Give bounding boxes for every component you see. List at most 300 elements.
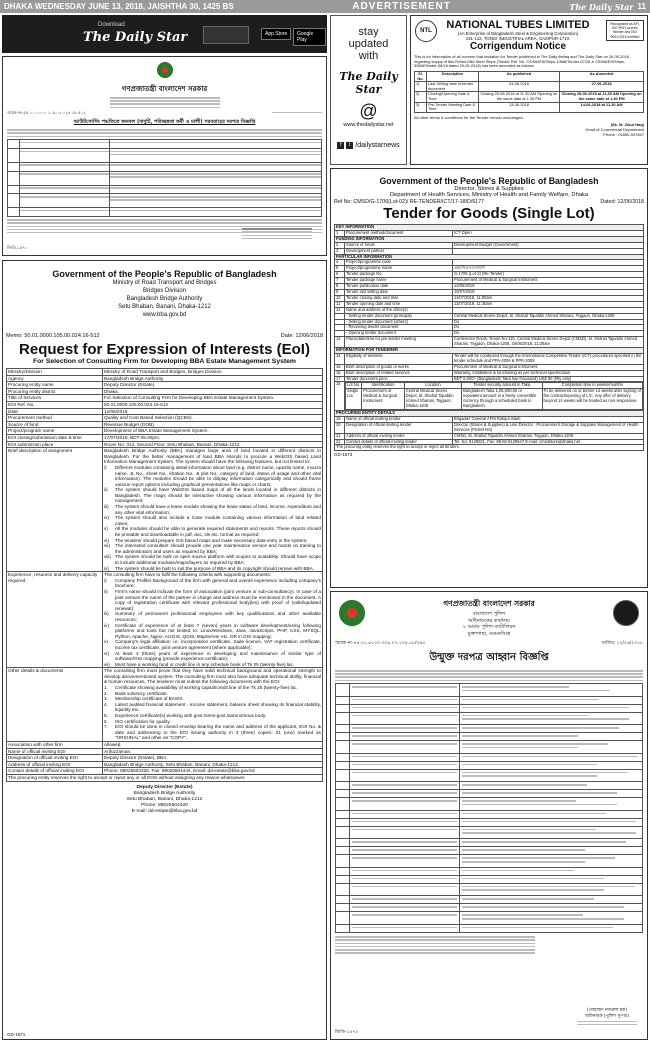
eoi-list-marker: vi): [104, 650, 109, 656]
notice2-row: [336, 782, 643, 790]
tender-label: Project/programme name: [345, 266, 453, 272]
notice2-line: [352, 715, 457, 717]
notice2-row: [336, 912, 643, 924]
tender-value: Procurement of Medical & Surgical Instrument: [453, 364, 644, 370]
tender-value: Central Medical Stores Depot, 6l, Shahid Tajuddin Ahmed Sharani, Tejgaon, Dhaka-1208: [453, 313, 644, 319]
notice2-cell: [350, 810, 460, 818]
at-icon: @: [359, 101, 378, 121]
notice2-row: [336, 704, 643, 712]
notice2-cell: [350, 867, 460, 875]
stay-line1: stay: [358, 26, 379, 38]
notice2-line: [352, 707, 457, 709]
eoi-row: [7, 401, 323, 408]
eoi-list-marker: iii): [104, 504, 109, 510]
notice2-cell: [460, 855, 643, 867]
eoi-row: [7, 428, 323, 435]
eoi-list-text: The tenderer should prepare GIS based maps and make necessary data entry in the system;: [115, 537, 308, 543]
tender-sl: 21: [335, 433, 345, 439]
tender-sl: 19: [335, 416, 345, 422]
notice2-row: [336, 810, 643, 818]
stay-url-link[interactable]: www.thedailystar.net: [343, 122, 394, 128]
twitter-icon[interactable]: t: [346, 142, 353, 149]
eoi-intro: The consulting firm must prove that they have solid technical background and operational strength to develop abovementioned system. The consulting firm must also have adequate technical ability, financial & human resources. The tenderer must submit the following documents with the EOI:: [104, 668, 321, 685]
notice2-cell: [336, 855, 350, 867]
notice2-row: [336, 924, 643, 932]
notice2-cell: [336, 712, 350, 724]
eoi-list-item: [104, 526, 321, 537]
notice2-table: [335, 683, 643, 933]
eoi-subtitle: For Selection of Consulting Firm for Developing BBA Estate Management System: [33, 358, 296, 365]
notice2-cell: [350, 896, 460, 904]
notice2-line: [352, 686, 457, 688]
notice2-cell: [460, 733, 643, 741]
eoi-label: EOI submission place: [7, 441, 103, 448]
eoi-list-marker: 3.: [104, 696, 108, 702]
eoi-label: Project/program name: [7, 428, 103, 435]
tender-sl: 17: [335, 376, 345, 382]
notice2-line: [462, 804, 617, 806]
notice2-cell: [350, 826, 460, 838]
notice2-line: [352, 756, 457, 758]
notice2-line: [462, 699, 599, 701]
ntl-row: [415, 92, 644, 102]
ntl-sign-name: (Sk. M. Ziaul Haq): [610, 121, 644, 127]
notice2-cell: [350, 761, 460, 769]
eoi-row: [7, 375, 323, 382]
notice2-row: [336, 818, 643, 826]
eoi-list-item: [104, 639, 321, 650]
notice2-line: [462, 861, 585, 863]
eoi-list-item: [104, 724, 321, 741]
tender-sl: 14: [335, 353, 345, 364]
notice1-footer-id: জিডি-১৫৭০: [7, 245, 28, 250]
notice2-row: [336, 839, 643, 847]
eoi-list-item: [104, 589, 321, 611]
eoi-intro: The consulting firm have to fulfil the following criteria with supporting documents:: [104, 572, 272, 578]
ntl-col-header: Sl. No.: [415, 72, 427, 82]
eoi-label: EOI Ref. No.: [7, 401, 103, 408]
notice2-cell: [336, 826, 350, 838]
notice2-row: [336, 867, 643, 875]
tender-value: 13/06/2018: [453, 284, 644, 290]
notice2-line: [462, 690, 610, 692]
notice2-row: [336, 826, 643, 838]
eoi-sign-line: E-mail: dd-estate@bba.gov.bd: [131, 808, 198, 814]
tender-lot-table: [345, 382, 643, 410]
tender-sl: 10: [335, 295, 345, 301]
tender-date: Dated: 12/06/2018: [600, 199, 644, 205]
notice2-line: [352, 870, 457, 872]
notice2-line: [462, 832, 636, 834]
eoi-value: Deputy Director (Estate), BBA.: [103, 755, 323, 762]
notice2-cell: [460, 826, 643, 838]
tender-label: - Selling tender document (others): [345, 319, 453, 325]
eoi-list-item: [104, 651, 321, 662]
notice2-line: [352, 743, 457, 745]
notice2-line: [352, 735, 457, 737]
eoi-list-text: Experience certificate(s) working with govt./semi-govt./autonomous body.: [115, 713, 267, 719]
eoi-value: 12/06/2018: [103, 408, 323, 415]
police-badge-icon: [613, 600, 639, 626]
page-header-bar: [0, 0, 650, 13]
ntl-cell: 24-06-2018: [478, 82, 559, 92]
eoi-list-marker: i): [104, 464, 107, 470]
notice2-line: [352, 849, 457, 851]
notice2-row: [336, 696, 643, 704]
notice2-line: [352, 927, 457, 929]
notice2-cell: [336, 769, 350, 781]
notice2-sub2: অধিনায়কের কার্যালয়: [468, 617, 510, 624]
tender-value: Procurement of Medical & Surgical Instrument: [453, 278, 644, 284]
notice2-line: [462, 889, 604, 891]
tender-lot-value: Bangladesh Taka 1,05,000.00 or equivalent amount in a freely convertible currency through a scheduled bank in Bangladesh.: [462, 389, 542, 410]
eoi-experience-row: [7, 572, 323, 668]
notice2-cell: [350, 696, 460, 704]
eoi-value: Deputy Director (Estate).: [103, 382, 323, 389]
notice2-line: [462, 772, 628, 774]
eoi-date: Date: 12/06/2018: [280, 333, 323, 339]
notice1-table: [7, 139, 322, 217]
tender-label: - Opening tender document: [345, 331, 453, 337]
eoi-label: Designation of official inviting EOI: [7, 755, 103, 762]
govt-seal-left-icon: [339, 600, 365, 631]
notice2-line: [462, 792, 617, 794]
eoi-list-text: Firm's name should indicate the form of association (joint venture or sub-consultancy). In case of a joint venture the name of the partner in charge and address must be mentioned in the document. A copy of registration certificate with relevant professional body(ies) with proof of (valid/updated renewal);: [115, 588, 321, 611]
eoi-list-text: ISO certification for quality.: [115, 718, 171, 724]
notice2-cell: [350, 912, 460, 924]
notice2-header: গণপ্রজাতন্ত্রী বাংলাদেশ সরকার: [443, 599, 535, 608]
tender-label: - Receiving tender document: [345, 325, 453, 331]
notice2-sign1: (মোহাম্মদ নজরুল হক): [586, 1008, 628, 1014]
notice2-cell: [460, 875, 643, 883]
ntl-cell: Closing 25-06-2018 at 11.30 AM Opening on the same date at 1.30 PM: [478, 92, 559, 102]
tender-section-head: PARTICULAR INFORMATION: [335, 254, 644, 260]
notice2-line: [462, 715, 588, 717]
tender-lot-col: Tender security amount in Taka: [462, 383, 542, 389]
page-dateline: DHAKA WEDNESDAY JUNE 13, 2018, JAISHTHA 30, 1425 BS: [4, 2, 234, 11]
tender-sl: 20: [335, 422, 345, 433]
tender-table: [334, 224, 644, 445]
download-brand: The Daily Star: [83, 30, 188, 45]
eoi-list-item: [104, 662, 321, 668]
ntl-title: Corrigendum Notice: [469, 41, 567, 52]
eoi-list-marker: iv): [104, 515, 109, 521]
notice2-cell: [336, 684, 350, 696]
stay-social-handle: /dailystarnews: [355, 142, 400, 149]
eoi-value: Arifuzzaman.: [103, 748, 323, 755]
notice2-row: [336, 725, 643, 733]
eoi-row: [7, 369, 323, 376]
notice2-line: [462, 918, 624, 920]
notice1-title: আউটসোর্সিং পদ্ধতিতে জনবল (বাবুর্চি, পরিচ্ছন্নতা কর্মী ও মালী) সরবরাহের দরপত্র বিজ্ঞপ্তি: [73, 119, 256, 126]
notice2-line: [462, 718, 629, 720]
eoi-row: [7, 441, 323, 448]
tender-label: Development partner: [345, 248, 453, 254]
eoi-label: Brief description of assignment: [7, 448, 103, 572]
notice2-cell: [350, 704, 460, 712]
eoi-list-text: At least 3 (three) years of experience in developing and maintenance of similar type of software/GIS mapping (provide experience certificate);: [115, 650, 321, 662]
notice2-cell: [336, 741, 350, 753]
tender-sl: 5: [335, 266, 345, 272]
tender-lot-col: Completion time in weeks/months: [542, 383, 642, 389]
eoi-label: EOI closing/submission date & time: [7, 434, 103, 441]
eoi-list-marker: 7.: [104, 724, 108, 730]
tender-lot-row: [335, 382, 644, 411]
eoi-website-link[interactable]: www.bba.gov.bd: [142, 312, 187, 318]
notice2-line: [462, 764, 597, 766]
tender-value: 10/07/2018: [453, 289, 644, 295]
notice2-cell: [460, 684, 643, 696]
eoi-list-item: [104, 465, 321, 487]
ntl-cell: 13-06-2018: [478, 102, 559, 112]
eoi-list-text: Company Profile/ Background of the firm with general and overall experience including company's brochure;: [115, 577, 321, 589]
notice2-line: [462, 775, 597, 777]
notice2-line: [352, 813, 457, 815]
notice2-line: [352, 829, 457, 831]
eoi-value: Allowed.: [103, 742, 323, 749]
google-play-badge[interactable]: Google Play: [293, 28, 326, 46]
eoi-list-marker: ii): [104, 588, 108, 594]
tender-sl: 22: [335, 439, 345, 445]
ntl-sub1: (An Enterprise of Bangladesh Steel & Engineering Corporation): [457, 31, 579, 36]
tender-value: Conference Room, Room No-115, Central Medical Stores Depot (CMSD), 6l, Shahid Tajuddin Ahmed Sharani, Tejgaon, Dhaka-1208, 26/06/2018, 11:30am: [453, 337, 644, 348]
notice2-cell: [350, 875, 460, 883]
eoi-row: [7, 768, 323, 775]
eoi-list-text: The system should have WebGIS based maps of all the lands located in different districts in Bangladesh. The maps should be interactive showing various information as required by the management;: [115, 487, 321, 504]
tender-value: Do: [453, 319, 644, 325]
notice2-line: [352, 727, 457, 729]
notice2-cell: [336, 904, 350, 912]
notice2-cell: [350, 712, 460, 724]
facebook-icon[interactable]: f: [337, 142, 344, 149]
tender-label: Tender opening date and time: [345, 301, 453, 307]
eoi-value: Room No. 314, Second Floor, Setu Bhaban, Banani, Dhaka-1212.: [103, 441, 323, 448]
ntl-row: [415, 102, 644, 112]
eoi-row: [7, 408, 323, 415]
eoi-list-text: Certificate of experience of at least 7 (seven) years in software development/using following platforms and tools but not limited to: Linux/Windows, Java, JavaScripts, PHP, CSS, MYSQL, Python, Apache, Nginx, ArcGIS, QGIS, MapServer etc. OR in GIS mapping;: [115, 622, 321, 639]
notice2-line: [462, 747, 578, 749]
notice2-sub3: ২ আর্মড পুলিশ ব্যাটালিয়ন: [462, 624, 516, 630]
tender-label: Tender document price: [345, 376, 453, 382]
tender-row: [335, 422, 644, 433]
eoi-value: Development of BBA Estate Management System.: [103, 428, 323, 435]
notice2-cell: [460, 818, 643, 826]
page-number: 11: [637, 2, 646, 11]
eoi-list-marker: 2.: [104, 690, 108, 696]
tender-label: Place/date/time for pre-tender meeting: [345, 337, 453, 348]
tender-section-head: PROCURING ENTITY DETAILS: [335, 411, 644, 417]
notice2-cell: [350, 769, 460, 781]
eoi-list-text: The system should have a lease module showing the lease status of land, income, expenditure and any other vital information;: [115, 504, 321, 515]
notice2-cell: [460, 912, 643, 924]
notice2-cell: [336, 867, 350, 875]
tender-lot-value: To be delivered on or before 14 weeks after signing of the contract/opening of L/C. Any offer of delivery beyond 14 weeks will be treated as non-responsive.: [542, 389, 642, 410]
notice2-row: [336, 847, 643, 855]
app-store-badge[interactable]: App Store: [261, 28, 291, 40]
eoi-row: [7, 388, 323, 395]
eoi-authority: Bangladesh Bridge Authority: [126, 296, 203, 302]
notice2-line: [352, 772, 457, 774]
eoi-label: Title of Services: [7, 395, 103, 402]
tender-sl: 16: [335, 370, 345, 376]
eoi-label: Date: [7, 408, 103, 415]
notice2-cell: [336, 847, 350, 855]
eoi-list-marker: v): [104, 639, 108, 645]
notice2-row: [336, 883, 643, 895]
notice2-line: [462, 707, 629, 709]
eoi-value: Bangladesh Bridge Authority, Setu Bhaban, Banani, Dhaka-1212.: [103, 761, 323, 768]
eoi-row: [7, 382, 323, 389]
eoi-list-marker: 6.: [104, 718, 108, 724]
eoi-value: Phone: 88025504320, Fax: 88025504444, Email: dd-estate@bba.gov.bd: [103, 768, 323, 775]
eoi-list-text: Different modules containing detail information about land (e.g. district name, upazila name, mouza name, JL No., sheet No., khatian No., & plot No., category of land, status of usage and other vital information). The modules should be able to display information categorically and should frame various report options including graphical presentations like maps or charts;: [115, 464, 321, 487]
notice2-cell: [350, 798, 460, 810]
stay-line3: with: [358, 50, 379, 62]
eoi-list-item: [104, 578, 321, 589]
eoi-value: Revenue Budget (GOB).: [103, 421, 323, 428]
tender-label: Brief description of related services: [345, 370, 453, 376]
notice2-cell: [460, 790, 643, 798]
notice2-line: [462, 743, 608, 745]
notice2-cell: [460, 712, 643, 724]
eoi-label: Address of official inviting EOI: [7, 761, 103, 768]
eoi-sign-line: Deputy Director (Estate): [136, 784, 193, 790]
tender-label: Brief description of goods or works: [345, 364, 453, 370]
eoi-row: [7, 434, 323, 441]
notice2-cell: [460, 704, 643, 712]
eoi-list-text: Latest audited financial statement - income statement, balance sheet showing its financial stability, liquidity etc.: [115, 701, 321, 713]
notice2-row: [336, 855, 643, 867]
tender-sl: 8: [335, 284, 345, 290]
eoi-list-marker: vii): [104, 661, 110, 667]
notice2-cell: [350, 725, 460, 733]
tender-label: Contact details of official inviting tender: [345, 439, 453, 445]
govt-seal-icon: [157, 62, 173, 78]
tender-sl: 11: [335, 301, 345, 307]
eoi-list-marker: i): [104, 577, 107, 583]
notice2-date: তারিখঃ ১২/০৬/২০১৮: [601, 641, 643, 646]
eoi-list-marker: iv): [104, 622, 109, 628]
ntl-cell: Last Selling date of tender document: [427, 82, 479, 92]
eoi-list-item: [104, 515, 321, 526]
ntl-sub2: 131-142, TONGI INDUSTRIAL AREA, GAZIPUR-1710.: [465, 36, 571, 41]
notice2-row: [336, 896, 643, 904]
tender-lot-col: Location: [404, 383, 461, 389]
notice2-cell: [336, 790, 350, 798]
eoi-list-text: Summary of permanent professional employees with key qualifications and other available resources;: [115, 611, 321, 622]
notice2-line: [462, 914, 583, 916]
tender-lot-col: Lot No.: [347, 382, 361, 388]
tender-sl: 7: [335, 278, 345, 284]
notice2-line: [462, 686, 569, 688]
tender-value: Do: [453, 325, 644, 331]
eoi-list-item: [104, 623, 321, 640]
eoi-list-text: Must have a working fund or credit line in any schedule bank of Tk 25 (twenty-five) lac.: [115, 661, 295, 667]
tender-value: 11/07/2018, 11:30am: [453, 301, 644, 307]
stay-brand: The Daily Star: [339, 70, 398, 96]
notice2-row: [336, 904, 643, 912]
ntl-cell: Closing 28-06-2018 at 11.30 AM Opening on the same date at 1.30 PM: [561, 91, 642, 102]
ntl-cell: 3): [415, 102, 427, 112]
eoi-list-item: [104, 554, 321, 565]
notice2-row: [336, 741, 643, 753]
eoi-address: Setu Bhaban, Banani, Dhaka-1212: [118, 304, 211, 310]
download-app-banner[interactable]: [2, 15, 327, 53]
notice2-cell: [336, 696, 350, 704]
notice2-cell: [336, 753, 350, 761]
notice2-line: [462, 841, 626, 843]
eoi-list-marker: 5.: [104, 713, 108, 719]
eoi-list-marker: ii): [104, 487, 108, 493]
tender-sl: 13: [335, 337, 345, 348]
notice1-header: গণপ্রজাতন্ত্রী বাংলাদেশ সরকার: [121, 85, 208, 93]
page-header-right: [569, 2, 646, 12]
notice2-row: [336, 684, 643, 696]
notice2-cell: [460, 725, 643, 733]
notice2-line: [352, 792, 457, 794]
notice2-cell: [460, 769, 643, 781]
tender-sl: 18: [335, 382, 345, 411]
ntl-intro: This is for information of all concern that invitation for Tender published in The Daily Ittefaq and The Daily Star on 16-05-2018 regarding supply of 8ks Rolled Mild Steel Strips (Tender Ref. No. CS/Mk/ES/Strips-1/968/Tender-07/18 & CS/Mk/ES/Strips-3/968/Tender-08/18 dated 29-05-2018) has been amended as follows:: [414, 54, 629, 69]
notice2-line: [462, 784, 587, 786]
eoi-label: Procurement method: [7, 415, 103, 422]
notice2-cell: [336, 924, 350, 932]
eoi-value: Quality and Cost Based Selection (QCBS).: [103, 415, 323, 422]
tender-row: [335, 353, 644, 364]
eoi-list-marker: 1.: [104, 685, 108, 691]
tender-label: Tender closing date and time: [345, 295, 453, 301]
eoi-memo: Memo: 50.01.0000.105.00.024.16-512: [6, 333, 100, 339]
notice2-sign2: অধিনায়ক (পুলিশ সুপার): [584, 1013, 630, 1019]
notice2-line: [462, 857, 615, 859]
notice2-row: [336, 790, 643, 798]
eoi-label: Experience, resource and delivery capacity required: [7, 572, 103, 668]
tender-section-head: FUNDING INFORMATION: [335, 236, 644, 242]
notice2-cell: [336, 733, 350, 741]
notice2-row: [336, 753, 643, 761]
notice2-ref: স্মারক নং-৪৪.০১.৬১০০.৩০৯.০৭.১০৯.১৮/৩৯৫: [335, 641, 426, 646]
tender-label: Tender last selling date: [345, 289, 453, 295]
eoi-label: Contact details of official inviting EOI: [7, 768, 103, 775]
notice2-cell: [460, 867, 643, 875]
notice2-cell: [350, 782, 460, 790]
notice2-cell: [460, 810, 643, 818]
notice2-cell: [460, 847, 643, 855]
notice2-line: [352, 906, 457, 908]
eoi-list-item: [104, 566, 321, 572]
notice2-line: [352, 914, 457, 916]
national-tubes-corrigendum: [410, 15, 648, 165]
tender-label: Tender publication date: [345, 284, 453, 290]
notice2-cell: [336, 896, 350, 904]
eoi-list-marker: 4.: [104, 701, 108, 707]
ntl-sign-title: Head of Commercial Department: [585, 126, 644, 132]
eoi-value: 50.01.0000.105.00.024.16-512: [103, 401, 323, 408]
tender-sl: 3: [335, 248, 345, 254]
bangla-tender-notice-2: [330, 591, 648, 1040]
tender-dept: Department of Health Services, Ministry of Health and Family Welfare, Dhaka: [389, 192, 589, 198]
ntl-col-header: As Amended: [560, 72, 644, 82]
tender-govt: Government of the People's Republic of Bangladesh: [379, 176, 599, 186]
ntl-cell: Pre-Tender Meeting Date & Time: [427, 102, 479, 112]
notice2-line: [462, 829, 596, 831]
stay-updated-ad[interactable]: [330, 15, 407, 165]
notice2-cell: [460, 741, 643, 753]
tender-value: এইচপিএনএসডিপি: [453, 266, 644, 272]
eoi-list-text: The system should also include a Case module containing various information of land related cases;: [115, 515, 321, 526]
eoi-list-text: EOI should be done in closed envelop bearing the name and address of the applicant, EOI No. & date and addressing to the EOI issuing authority in 3 (three) copies: 01 (one) marked as "ORIGINAL" and other as "COPY".: [115, 724, 321, 741]
tender-row: [335, 337, 644, 348]
